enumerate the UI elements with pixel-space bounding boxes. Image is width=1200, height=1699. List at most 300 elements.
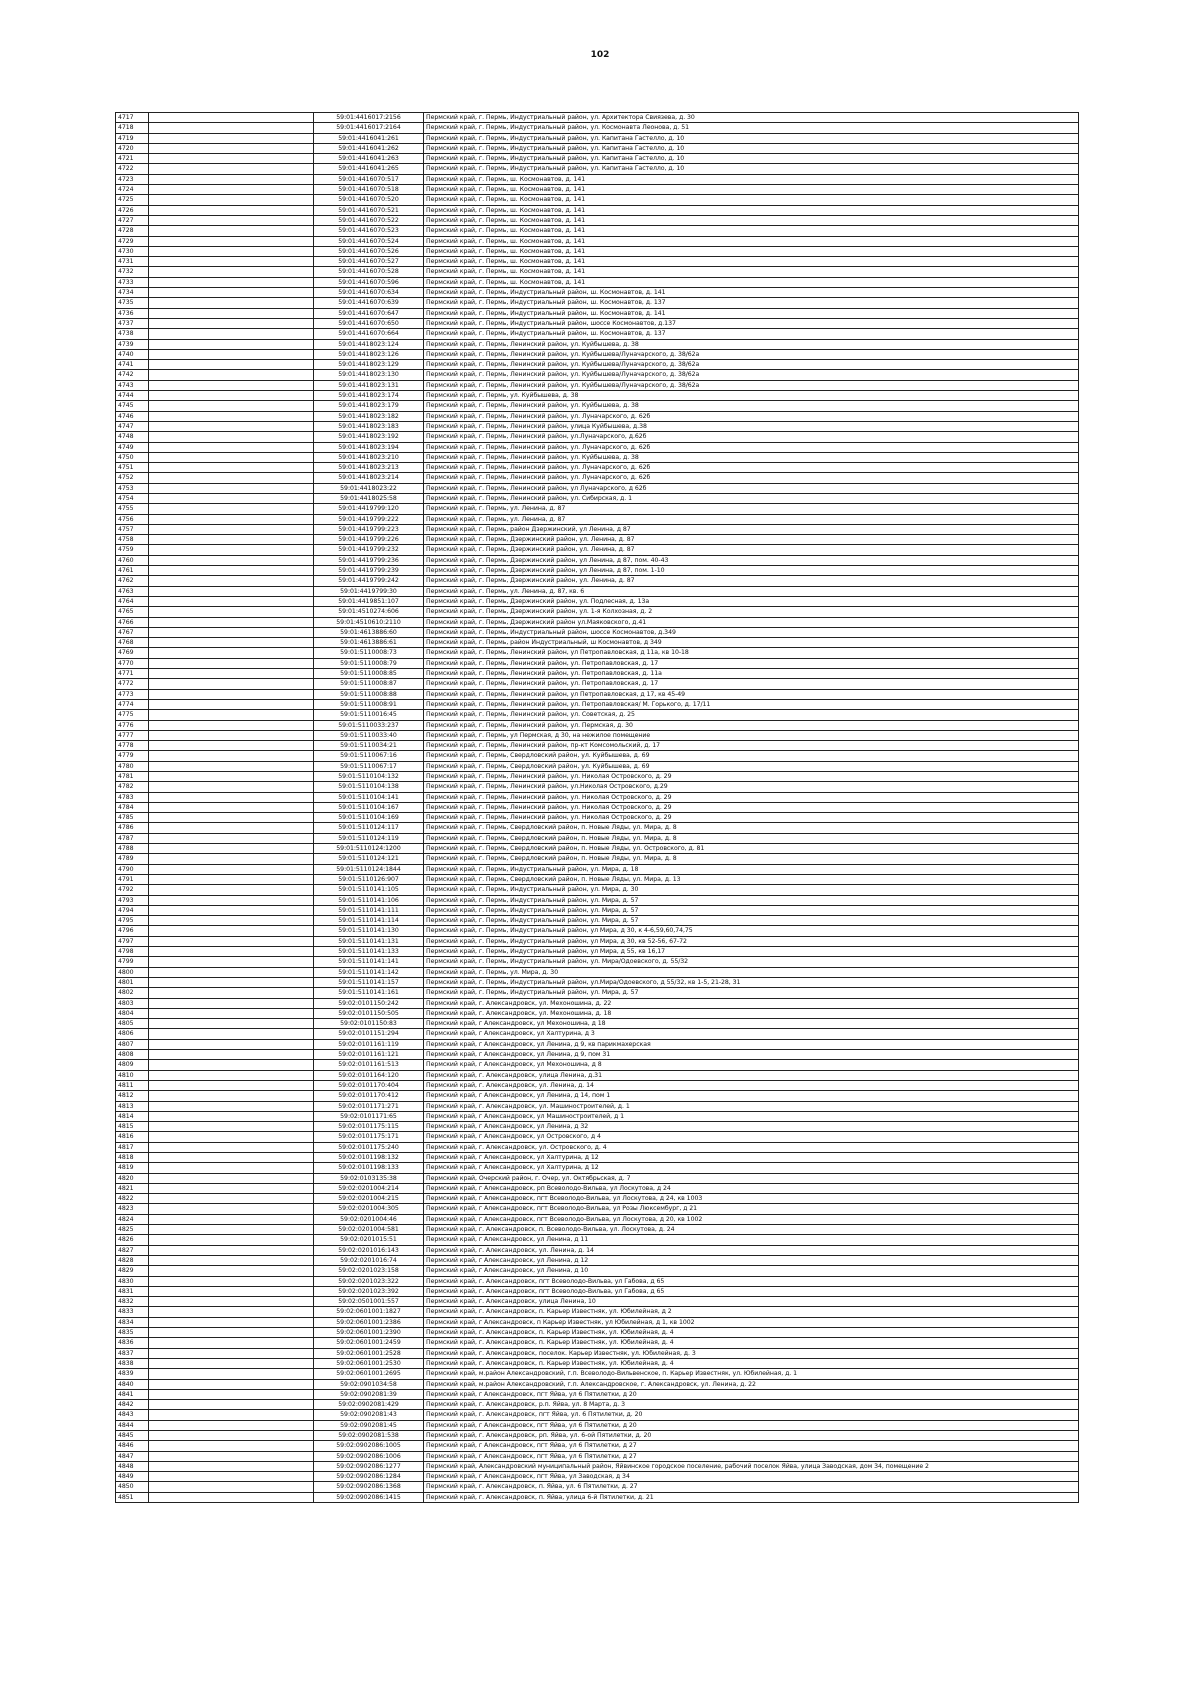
address: Пермский край, г. Александровск, ул. Машиностроителей, д. 1 xyxy=(424,1101,1079,1111)
table-row xyxy=(116,741,1079,751)
address: Пермский край, г Александровск, пгт Всеволодо-Вильва, ул Лоскутова, д 20, кв 1002 xyxy=(424,1214,1079,1224)
cadastral-number: 59:01:4418023:129 xyxy=(314,360,424,370)
row-number: 4792 xyxy=(116,885,149,895)
table-row xyxy=(116,1204,1079,1214)
table-row xyxy=(116,730,1079,740)
cadastral-number: 59:01:5110067:16 xyxy=(314,751,424,761)
address: Пермский край, г. Александровск, поселок. Карьер Известняк, ул. Юбилейная, д. 3 xyxy=(424,1348,1079,1358)
empty-cell xyxy=(149,1358,314,1368)
row-number: 4760 xyxy=(116,555,149,565)
empty-cell xyxy=(149,493,314,503)
empty-cell xyxy=(149,1276,314,1286)
cadastral-number: 59:01:5110016:45 xyxy=(314,710,424,720)
cadastral-number: 59:01:5110124:117 xyxy=(314,823,424,833)
empty-cell xyxy=(149,524,314,534)
table-row xyxy=(116,772,1079,782)
table-row xyxy=(116,1307,1079,1317)
row-number: 4828 xyxy=(116,1255,149,1265)
cadastral-number: 59:02:0201004:305 xyxy=(314,1204,424,1214)
address: Пермский край, г. Пермь, Ленинский район, ул. Петропавловская, д. 17 xyxy=(424,658,1079,668)
row-number: 4796 xyxy=(116,926,149,936)
row-number: 4779 xyxy=(116,751,149,761)
table-row xyxy=(116,1029,1079,1039)
cadastral-number: 59:01:4418023:179 xyxy=(314,401,424,411)
table-row xyxy=(116,524,1079,534)
row-number: 4721 xyxy=(116,154,149,164)
empty-cell xyxy=(149,761,314,771)
row-number: 4751 xyxy=(116,463,149,473)
address: Пермский край, г. Пермь, ш. Космонавтов, д. 141 xyxy=(424,174,1079,184)
address: Пермский край, г. Пермь, Ленинский район, ул. Луначарского, д. 62б xyxy=(424,463,1079,473)
row-number: 4797 xyxy=(116,936,149,946)
row-number: 4803 xyxy=(116,998,149,1008)
empty-cell xyxy=(149,1348,314,1358)
cadastral-number: 59:02:0902081:429 xyxy=(314,1400,424,1410)
table-row xyxy=(116,1492,1079,1502)
empty-cell xyxy=(149,123,314,133)
row-number: 4739 xyxy=(116,339,149,349)
cadastral-number: 59:01:4419799:120 xyxy=(314,504,424,514)
empty-cell xyxy=(149,596,314,606)
table-row xyxy=(116,1338,1079,1348)
cadastral-number: 59:01:4416070:526 xyxy=(314,246,424,256)
cadastral-number: 59:01:4613886:61 xyxy=(314,638,424,648)
address: Пермский край, г. Пермь, Свердловский район, ул. Куйбышева, д. 69 xyxy=(424,761,1079,771)
table-row xyxy=(116,823,1079,833)
address: Пермский край, г. Пермь, Ленинский район, ул. Сибирская, д. 1 xyxy=(424,493,1079,503)
address: Пермский край, г. Пермь, Ленинский район, ул. Николая Островского, д. 29 xyxy=(424,772,1079,782)
address: Пермский край, г. Александровск, ул. Ленина, д. 14 xyxy=(424,1080,1079,1090)
cadastral-number: 59:02:0902086:1006 xyxy=(314,1451,424,1461)
empty-cell xyxy=(149,689,314,699)
empty-cell xyxy=(149,288,314,298)
row-number: 4784 xyxy=(116,802,149,812)
row-number: 4719 xyxy=(116,133,149,143)
empty-cell xyxy=(149,998,314,1008)
row-number: 4787 xyxy=(116,833,149,843)
cadastral-number: 59:02:0101151:294 xyxy=(314,1029,424,1039)
cadastral-number: 59:01:4416070:639 xyxy=(314,298,424,308)
empty-cell xyxy=(149,926,314,936)
row-number: 4769 xyxy=(116,648,149,658)
address: Пермский край, г. Пермь, Дзержинский район, ул Ленина, д 87, пом. 40-43 xyxy=(424,555,1079,565)
cadastral-number: 59:01:5110124:1200 xyxy=(314,844,424,854)
address: Пермский край, г Александровск, ул Халтурина, д 3 xyxy=(424,1029,1079,1039)
empty-cell xyxy=(149,195,314,205)
cadastral-number: 59:02:0101171:271 xyxy=(314,1101,424,1111)
table-row xyxy=(116,617,1079,627)
cadastral-number: 59:01:5110104:138 xyxy=(314,782,424,792)
table-row xyxy=(116,710,1079,720)
table-row xyxy=(116,1132,1079,1142)
row-number: 4798 xyxy=(116,947,149,957)
cadastral-number: 59:01:5110141:133 xyxy=(314,947,424,957)
cadastral-number: 59:01:4416041:263 xyxy=(314,154,424,164)
row-number: 4737 xyxy=(116,318,149,328)
empty-cell xyxy=(149,648,314,658)
empty-cell xyxy=(149,215,314,225)
empty-cell xyxy=(149,205,314,215)
row-number: 4764 xyxy=(116,596,149,606)
row-number: 4843 xyxy=(116,1410,149,1420)
cadastral-number: 59:02:0201023:392 xyxy=(314,1286,424,1296)
table-row xyxy=(116,1070,1079,1080)
empty-cell xyxy=(149,246,314,256)
empty-cell xyxy=(149,730,314,740)
cadastral-number: 59:02:0201004:581 xyxy=(314,1225,424,1235)
row-number: 4749 xyxy=(116,442,149,452)
address: Пермский край, г. Пермь, Ленинский район, ул Луначарского, д 62б xyxy=(424,483,1079,493)
empty-cell xyxy=(149,1132,314,1142)
cadastral-number: 59:02:0601001:2695 xyxy=(314,1369,424,1379)
row-number: 4774 xyxy=(116,699,149,709)
address: Пермский край, г. Пермь, ш. Космонавтов, д. 141 xyxy=(424,236,1079,246)
row-number: 4825 xyxy=(116,1225,149,1235)
table-row xyxy=(116,1235,1079,1245)
cadastral-number: 59:02:0101161:119 xyxy=(314,1039,424,1049)
address: Пермский край, г. Александровск, рп. Яйва, ул. 6-ой Пятилетки, д. 20 xyxy=(424,1431,1079,1441)
registry-table xyxy=(115,112,1079,1503)
empty-cell xyxy=(149,988,314,998)
row-number: 4770 xyxy=(116,658,149,668)
empty-cell xyxy=(149,483,314,493)
row-number: 4763 xyxy=(116,586,149,596)
row-number: 4765 xyxy=(116,607,149,617)
address: Пермский край, г. Пермь, Ленинский район, ул. Луначарского, д. 62б xyxy=(424,442,1079,452)
table-row xyxy=(116,1410,1079,1420)
address: Пермский край, г. Пермь, Ленинский район, ул. Петропавловская/ М. Горького, д. 17/11 xyxy=(424,699,1079,709)
cadastral-number: 59:01:4418023:126 xyxy=(314,349,424,359)
address: Пермский край, г. Александровск, р.п. Яйва, ул. 8 Марта, д. 3 xyxy=(424,1400,1079,1410)
address: Пермский край, г. Пермь, ш. Космонавтов, д. 141 xyxy=(424,215,1079,225)
row-number: 4741 xyxy=(116,360,149,370)
cadastral-number: 59:01:4419799:236 xyxy=(314,555,424,565)
empty-cell xyxy=(149,895,314,905)
empty-cell xyxy=(149,1163,314,1173)
table-row xyxy=(116,638,1079,648)
row-number: 4740 xyxy=(116,349,149,359)
address: Пермский край, г. Пермь, ш. Космонавтов, д. 141 xyxy=(424,246,1079,256)
empty-cell xyxy=(149,349,314,359)
cadastral-number: 59:01:4419799:242 xyxy=(314,576,424,586)
address: Пермский край, м.район Александровский, г.п. Александровское, г. Александровск, ул. Ленина, д. 22 xyxy=(424,1379,1079,1389)
cadastral-number: 59:02:0201023:158 xyxy=(314,1266,424,1276)
address: Пермский край, г. Пермь, ул. Мира, д. 30 xyxy=(424,967,1079,977)
address: Пермский край, г. Александровск, ул. Мехоношина, д. 22 xyxy=(424,998,1079,1008)
table-row xyxy=(116,339,1079,349)
table-row xyxy=(116,761,1079,771)
cadastral-number: 59:01:4510610:2110 xyxy=(314,617,424,627)
empty-cell xyxy=(149,658,314,668)
empty-cell xyxy=(149,1019,314,1029)
address: Пермский край, г. Пермь, Свердловский район, п. Новые Ляды, ул. Мира, д. 8 xyxy=(424,854,1079,864)
address: Пермский край, г. Пермь, Ленинский район, ул. Луначарского, д. 62б xyxy=(424,473,1079,483)
cadastral-number: 59:01:5110008:87 xyxy=(314,679,424,689)
cadastral-number: 59:01:5110141:157 xyxy=(314,977,424,987)
empty-cell xyxy=(149,1101,314,1111)
row-number: 4781 xyxy=(116,772,149,782)
table-row xyxy=(116,1420,1079,1430)
empty-cell xyxy=(149,164,314,174)
empty-cell xyxy=(149,339,314,349)
empty-cell xyxy=(149,226,314,236)
cadastral-number: 59:01:4416017:2156 xyxy=(314,113,424,123)
row-number: 4848 xyxy=(116,1461,149,1471)
address: Пермский край, г. Пермь, Индустриальный район, ул. Капитана Гастелло, д. 10 xyxy=(424,143,1079,153)
empty-cell xyxy=(149,432,314,442)
cadastral-number: 59:01:5110141:161 xyxy=(314,988,424,998)
table-row xyxy=(116,370,1079,380)
table-row xyxy=(116,1194,1079,1204)
address: Пермский край, г. Пермь, Индустриальный район, ул. Мира, д. 57 xyxy=(424,905,1079,915)
table-row xyxy=(116,1111,1079,1121)
address: Пермский край, г. Пермь, Дзержинский район, ул. Подлесная, д. 13а xyxy=(424,596,1079,606)
empty-cell xyxy=(149,257,314,267)
table-row xyxy=(116,493,1079,503)
table-row xyxy=(116,782,1079,792)
empty-cell xyxy=(149,154,314,164)
empty-cell xyxy=(149,380,314,390)
table-row xyxy=(116,174,1079,184)
cadastral-number: 59:02:0902081:39 xyxy=(314,1389,424,1399)
cadastral-number: 59:01:5110008:85 xyxy=(314,669,424,679)
empty-cell xyxy=(149,823,314,833)
table-row xyxy=(116,596,1079,606)
row-number: 4752 xyxy=(116,473,149,483)
cadastral-number: 59:01:5110124:119 xyxy=(314,833,424,843)
address: Пермский край, г. Пермь, Ленинский район, ул. Петропавловская, д. 11а xyxy=(424,669,1079,679)
empty-cell xyxy=(149,741,314,751)
table-row xyxy=(116,885,1079,895)
address: Пермский край, г. Пермь, Индустриальный район, ул. Космонавта Леонова, д. 51 xyxy=(424,123,1079,133)
row-number: 4812 xyxy=(116,1091,149,1101)
empty-cell xyxy=(149,545,314,555)
empty-cell xyxy=(149,638,314,648)
address: Пермский край, г. Пермь, Дзержинский район, ул Ленина, д 87, пом. 1-10 xyxy=(424,566,1079,576)
cadastral-number: 59:01:5110008:79 xyxy=(314,658,424,668)
table-row xyxy=(116,1080,1079,1090)
row-number: 4772 xyxy=(116,679,149,689)
table-row xyxy=(116,1328,1079,1338)
address: Пермский край, г. Пермь, Индустриальный район, ш. Космонавтов, д. 141 xyxy=(424,308,1079,318)
row-number: 4726 xyxy=(116,205,149,215)
address: Пермский край, г. Александровск, пгт Всеволодо-Вильва, ул Габова, д 65 xyxy=(424,1286,1079,1296)
address: Пермский край, г. Пермь, Дзержинский район, ул. Ленина, д. 87 xyxy=(424,545,1079,555)
row-number: 4744 xyxy=(116,391,149,401)
table-row xyxy=(116,1297,1079,1307)
table-row xyxy=(116,452,1079,462)
row-number: 4754 xyxy=(116,493,149,503)
address: Пермский край, г. Пермь, Свердловский район, п. Новые Ляды, ул. Мира, д. 8 xyxy=(424,823,1079,833)
address: Пермский край, г. Пермь, Дзержинский район ул.Маяковского, д.41 xyxy=(424,617,1079,627)
address: Пермский край, г. Пермь, Ленинский район, улица Куйбышева, д.38 xyxy=(424,421,1079,431)
row-number: 4773 xyxy=(116,689,149,699)
cadastral-number: 59:01:4419799:226 xyxy=(314,535,424,545)
empty-cell xyxy=(149,391,314,401)
address: Пермский край, г. Пермь, Индустриальный район, ул. Мира, д. 57 xyxy=(424,895,1079,905)
row-number: 4761 xyxy=(116,566,149,576)
row-number: 4720 xyxy=(116,143,149,153)
cadastral-number: 59:01:4418023:213 xyxy=(314,463,424,473)
address: Пермский край, г. Пермь, Индустриальный район, ш. Космонавтов, д. 137 xyxy=(424,298,1079,308)
address: Пермский край, г Александровск, пгт Яйва, ул 6 Пятилетки, д 20 xyxy=(424,1389,1079,1399)
table-row xyxy=(116,1389,1079,1399)
row-number: 4727 xyxy=(116,215,149,225)
row-number: 4794 xyxy=(116,905,149,915)
empty-cell xyxy=(149,947,314,957)
empty-cell xyxy=(149,1328,314,1338)
table-row xyxy=(116,936,1079,946)
empty-cell xyxy=(149,1420,314,1430)
row-number: 4746 xyxy=(116,411,149,421)
row-number: 4771 xyxy=(116,669,149,679)
address: Пермский край, г Александровск, ул Мехоношина, д 18 xyxy=(424,1019,1079,1029)
empty-cell xyxy=(149,1400,314,1410)
address: Пермский край, г. Пермь, Индустриальный район, ул. Мира/Одоевского, д. 55/32 xyxy=(424,957,1079,967)
empty-cell xyxy=(149,1111,314,1121)
cadastral-number: 59:02:0902081:45 xyxy=(314,1420,424,1430)
table-row xyxy=(116,658,1079,668)
cadastral-number: 59:01:5110141:141 xyxy=(314,957,424,967)
address: Пермский край, г. Пермь, Свердловский район, п. Новые Ляды, ул. Островского, д. 81 xyxy=(424,844,1079,854)
cadastral-number: 59:02:0601001:2530 xyxy=(314,1358,424,1368)
row-number: 4815 xyxy=(116,1122,149,1132)
cadastral-number: 59:01:4416070:520 xyxy=(314,195,424,205)
row-number: 4799 xyxy=(116,957,149,967)
table-row xyxy=(116,607,1079,617)
table-row xyxy=(116,813,1079,823)
address: Пермский край, г. Пермь, Ленинский район, ул. Куйбышева/Луначарского, д. 38/62а xyxy=(424,349,1079,359)
empty-cell xyxy=(149,185,314,195)
row-number: 4814 xyxy=(116,1111,149,1121)
empty-cell xyxy=(149,792,314,802)
cadastral-number: 59:01:4613886:60 xyxy=(314,627,424,637)
address: Пермский край, г. Пермь, ш. Космонавтов, д. 141 xyxy=(424,185,1079,195)
table-row xyxy=(116,1451,1079,1461)
row-number: 4776 xyxy=(116,720,149,730)
empty-cell xyxy=(149,1255,314,1265)
table-row xyxy=(116,504,1079,514)
table-row xyxy=(116,967,1079,977)
cadastral-number: 59:02:0101175:115 xyxy=(314,1122,424,1132)
cadastral-number: 59:01:5110033:40 xyxy=(314,730,424,740)
address: Пермский край, г. Пермь, ул. Ленина, д. 87, кв. 6 xyxy=(424,586,1079,596)
empty-cell xyxy=(149,1338,314,1348)
empty-cell xyxy=(149,617,314,627)
cadastral-number: 59:01:4416070:650 xyxy=(314,318,424,328)
cadastral-number: 59:01:5110034:21 xyxy=(314,741,424,751)
row-number: 4833 xyxy=(116,1307,149,1317)
table-row xyxy=(116,514,1079,524)
row-number: 4822 xyxy=(116,1194,149,1204)
cadastral-number: 59:01:4419799:30 xyxy=(314,586,424,596)
row-number: 4793 xyxy=(116,895,149,905)
cadastral-number: 59:02:0201004:46 xyxy=(314,1214,424,1224)
cadastral-number: 59:01:4418025:58 xyxy=(314,493,424,503)
cadastral-number: 59:01:5110104:169 xyxy=(314,813,424,823)
table-row xyxy=(116,473,1079,483)
table-row xyxy=(116,998,1079,1008)
address: Пермский край, г. Пермь, Индустриальный район, ш. Космонавтов, д. 137 xyxy=(424,329,1079,339)
row-number: 4808 xyxy=(116,1050,149,1060)
table-row xyxy=(116,123,1079,133)
address: Пермский край, г. Александровск, п. Яйва, ул. 6 Пятилетки, д. 27 xyxy=(424,1482,1079,1492)
cadastral-number: 59:01:5110141:142 xyxy=(314,967,424,977)
cadastral-number: 59:02:0103135:38 xyxy=(314,1173,424,1183)
address: Пермский край, г. Пермь, Ленинский район, ул. Куйбышева/Луначарского, д. 38/62а xyxy=(424,380,1079,390)
table-row xyxy=(116,1245,1079,1255)
address: Пермский край, г. Александровск, п. Карьер Известняк, ул. Юбилейная, д. 4 xyxy=(424,1328,1079,1338)
cadastral-number: 59:01:4418023:182 xyxy=(314,411,424,421)
row-number: 4747 xyxy=(116,421,149,431)
empty-cell xyxy=(149,113,314,123)
address: Пермский край, г. Пермь, Индустриальный район, ул Мира, д 30, кв 52-56, 67-72 xyxy=(424,936,1079,946)
address: Пермский край, г Александровск, ул Ленина, д 12 xyxy=(424,1255,1079,1265)
cadastral-number: 59:01:4416070:522 xyxy=(314,215,424,225)
empty-cell xyxy=(149,473,314,483)
row-number: 4786 xyxy=(116,823,149,833)
address: Пермский край, г. Пермь, Индустриальный район, ул. Мира, д. 57 xyxy=(424,916,1079,926)
empty-cell xyxy=(149,1142,314,1152)
address: Пермский край, г. Пермь, Ленинский район, ул. Петропавловская, д. 17 xyxy=(424,679,1079,689)
table-row xyxy=(116,318,1079,328)
cadastral-number: 59:02:0601001:2459 xyxy=(314,1338,424,1348)
address: Пермский край, г. Пермь, Дзержинский район, ул. Ленина, д. 87 xyxy=(424,576,1079,586)
row-number: 4826 xyxy=(116,1235,149,1245)
row-number: 4849 xyxy=(116,1472,149,1482)
table-row xyxy=(116,854,1079,864)
address: Пермский край, г. Пермь, Ленинский район, ул. Николая Островского, д. 29 xyxy=(424,802,1079,812)
empty-cell xyxy=(149,1472,314,1482)
empty-cell xyxy=(149,452,314,462)
empty-cell xyxy=(149,1492,314,1502)
row-number: 4804 xyxy=(116,1008,149,1018)
table-row xyxy=(116,1255,1079,1265)
row-number: 4785 xyxy=(116,813,149,823)
address: Пермский край, г Александровск, ул Ленина, д 11 xyxy=(424,1235,1079,1245)
row-number: 4790 xyxy=(116,864,149,874)
table-row xyxy=(116,844,1079,854)
table-row xyxy=(116,380,1079,390)
table-row xyxy=(116,143,1079,153)
row-number: 4832 xyxy=(116,1297,149,1307)
address: Пермский край, г. Александровск, п. Карьер Известняк, ул. Юбилейная, д. 4 xyxy=(424,1338,1079,1348)
table-row xyxy=(116,648,1079,658)
cadastral-number: 59:02:0101175:171 xyxy=(314,1132,424,1142)
empty-cell xyxy=(149,421,314,431)
table-row xyxy=(116,349,1079,359)
cadastral-number: 59:02:0902086:1277 xyxy=(314,1461,424,1471)
address: Пермский край, г Александровск, ул Машиностроителей, д 1 xyxy=(424,1111,1079,1121)
row-number: 4824 xyxy=(116,1214,149,1224)
address: Пермский край, г. Пермь, Ленинский район, ул. Куйбышева, д. 38 xyxy=(424,401,1079,411)
cadastral-number: 59:01:4416017:2164 xyxy=(314,123,424,133)
cadastral-number: 59:01:5110008:88 xyxy=(314,689,424,699)
cadastral-number: 59:02:0902086:1284 xyxy=(314,1472,424,1482)
empty-cell xyxy=(149,1482,314,1492)
empty-cell xyxy=(149,576,314,586)
cadastral-number: 59:02:0101198:132 xyxy=(314,1152,424,1162)
empty-cell xyxy=(149,854,314,864)
empty-cell xyxy=(149,1070,314,1080)
table-row xyxy=(116,288,1079,298)
table-row xyxy=(116,689,1079,699)
empty-cell xyxy=(149,236,314,246)
cadastral-number: 59:01:4416041:262 xyxy=(314,143,424,153)
empty-cell xyxy=(149,535,314,545)
empty-cell xyxy=(149,370,314,380)
row-number: 4802 xyxy=(116,988,149,998)
